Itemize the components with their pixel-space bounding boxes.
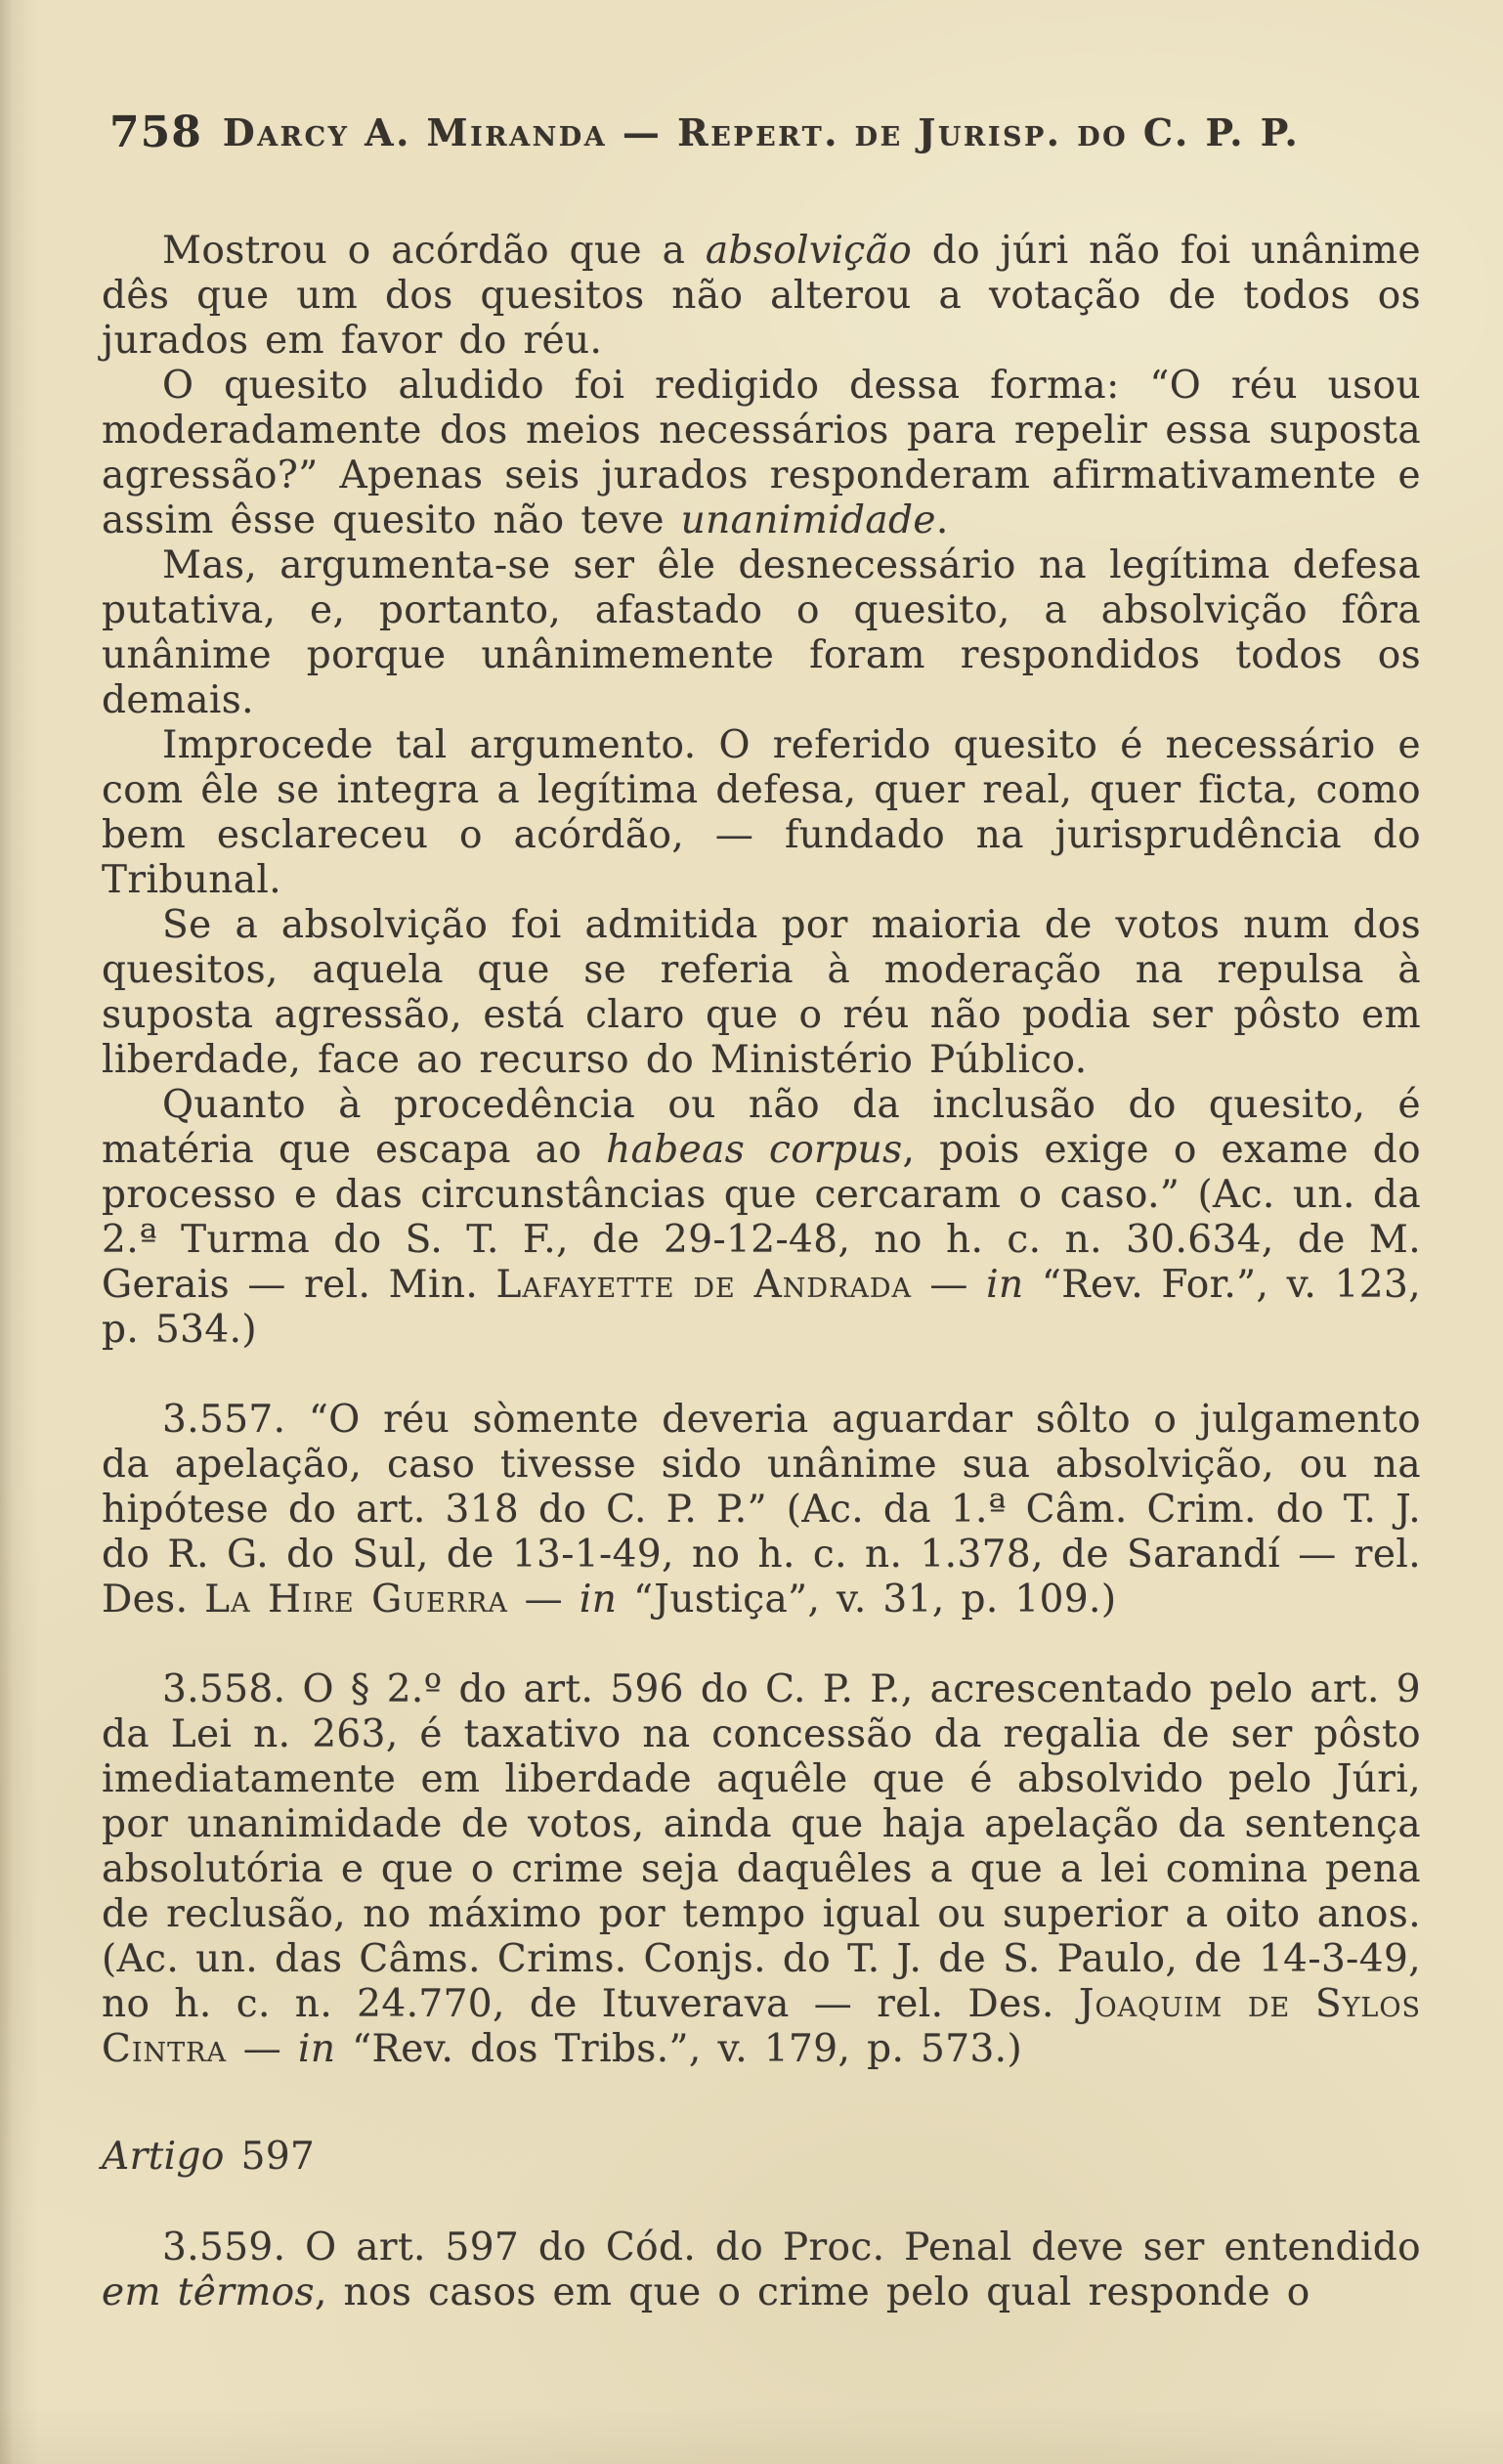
- paragraph-6: [102, 1083, 1421, 1353]
- italic-term: in: [986, 1263, 1024, 1307]
- italic-term: in: [579, 1578, 618, 1621]
- italic-term: habeas corpus: [606, 1128, 903, 1172]
- text-segment: do júri não foi unânime dês que um dos quesitos não alterou a votação de todos os jurados em favor do réu.: [102, 229, 1422, 363]
- italic-term: absolvição: [705, 229, 913, 273]
- entry-3559: [102, 2226, 1421, 2315]
- article-heading-number: 597: [224, 2135, 316, 2179]
- citation-segment: , pois exige o exame do processo e das circunstâncias que cercaram o caso.” (Ac. un. da 2.ª Turma do S. T. F., de 29-12-48, no h. c. n. 30.634, de M. Gerais — rel. Min.: [102, 1128, 1421, 1307]
- paragraph-1: [102, 229, 1421, 364]
- paragraph-2: [102, 364, 1421, 543]
- running-head: [102, 108, 1421, 158]
- text-segment: 3.557. “O réu sòmente deveria aguardar sôlto o julgamento da apelação, caso tivesse sido unânime sua absolvição, ou na hipótese do art. 318 do C. P. P.” (Ac. da 1.ª Câm. Crim. do T. J. do R. G. do Sul, de 13-1-49, no h. c. n. 1.378, de Sarandí — rel. Des.: [102, 1398, 1421, 1621]
- article-heading: [102, 2135, 1421, 2180]
- text-segment: O quesito aludido foi redigido dessa forma: “O réu usou moderadamente dos meios necessários para repelir essa suposta agressão?” Apenas seis jurados responderam afirmativamente e assim êsse quesito não teve: [102, 364, 1421, 542]
- italic-term: em têrmos: [102, 2270, 315, 2314]
- text-segment: Quanto à procedência ou não da inclusão do quesito, é matéria que escapa ao: [102, 1083, 1421, 1172]
- text-segment: Mostrou o acórdão que a: [162, 229, 706, 273]
- paragraph-3: [102, 543, 1421, 723]
- text-segment: Improcede tal argumento. O referido quesito é necessário e com êle se integra a legítima defesa, quer real, quer ficta, como bem esclareceu o acórdão, — fundado na jurisprudência do Tribunal.: [102, 723, 1421, 902]
- italic-term: in: [297, 2027, 336, 2071]
- entry-3558: [102, 1667, 1421, 2072]
- citation-segment: “Justiça”, v. 31, p. 109.): [617, 1578, 1117, 1621]
- citation-segment: “Rev. dos Tribs.”, v. 179, p. 573.): [335, 2027, 1023, 2071]
- paragraph-4: [102, 723, 1421, 903]
- text-segment: , nos casos em que o crime pelo qual responde o: [314, 2270, 1310, 2314]
- jurist-name: Lafayette de Andrada: [495, 1263, 913, 1307]
- article-heading-word: Artigo: [102, 2135, 225, 2179]
- running-title: Darcy A. Miranda — Repert. de Jurisp. do C. P. P.: [222, 110, 1301, 154]
- text-segment: —: [226, 2027, 298, 2071]
- text-segment: —: [912, 1263, 987, 1307]
- page-number: 758: [109, 108, 202, 157]
- text-segment: 3.559. O art. 597 do Cód. do Proc. Penal deve ser entendido: [162, 2226, 1421, 2269]
- text-segment: .: [935, 498, 949, 542]
- text-segment: Mas, argumenta-se ser êle desnecessário na legítima defesa putativa, e, portanto, afastado o quesito, a absolvição fôra unânime porque unânimemente foram respondidos todos os demais.: [102, 543, 1421, 722]
- text-segment: Se a absolvição foi admitida por maioria de votos num dos quesitos, aquela que se referia à moderação na repulsa à suposta agressão, está claro que o réu não podia ser pôsto em liberdade, face ao recurso do Ministério Público.: [102, 903, 1421, 1082]
- jurist-name: Joaquim de Sylos Cintra: [102, 1982, 1421, 2071]
- page-body: [102, 229, 1421, 2315]
- text-segment: —: [507, 1578, 580, 1621]
- jurist-name: La Hire Guerra: [204, 1578, 508, 1621]
- citation-segment: “Rev. For.”, v. 123, p. 534.): [102, 1263, 1422, 1352]
- text-segment: 3.558. O § 2.º do art. 596 do C. P. P., acrescentado pelo art. 9 da Lei n. 263, é taxativo na concessão da regalia de ser pôsto imediatamente em liberdade aquêle que é absolvido pelo Júri, por unanimidade de votos, ainda que haja apelação da sentença absolutória e que o crime seja daquêles a que a lei comina pena de reclusão, no máximo por tempo igual ou superior a oito anos. (Ac. un. das Câms. Crims. Conjs. do T. J. de S. Paulo, de 14-3-49, no h. c. n. 24.770, de Ituverava — rel. Des.: [102, 1667, 1421, 2026]
- paragraph-5: [102, 903, 1421, 1083]
- text-column: [102, 108, 1421, 2315]
- entry-3557: [102, 1398, 1421, 1622]
- italic-term: unanimidade: [680, 498, 936, 542]
